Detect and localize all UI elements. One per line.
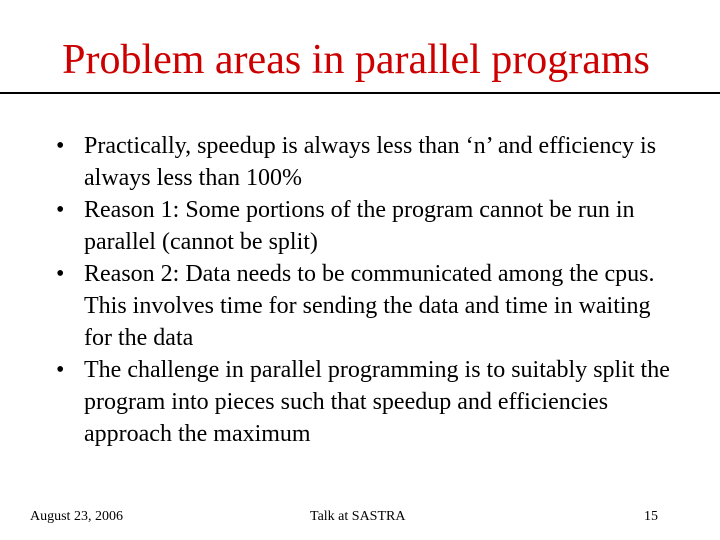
bullet-item <box>56 194 676 258</box>
page-number: 15 <box>644 509 658 524</box>
bullet-icon: • <box>56 261 65 287</box>
bullet-icon: • <box>56 197 65 223</box>
slide-title: Problem areas in parallel programs <box>62 37 650 83</box>
bullet-item <box>56 258 676 354</box>
bullet-text: The challenge in parallel programming is to suitably split the program into pieces such that speedup and efficiencies approach the maximum <box>84 357 670 447</box>
bullet-text: Practically, speedup is always less than ‘n’ and efficiency is always less than 100% <box>84 133 657 191</box>
title-divider <box>0 92 720 94</box>
bullet-text: Reason 2: Data needs to be communicated among the cpus. This involves time for sending the data and time in waiting for the data <box>84 261 655 351</box>
bullet-icon: • <box>56 357 65 383</box>
bullet-item <box>56 354 676 450</box>
bullet-list <box>56 130 676 450</box>
bullet-text: Reason 1: Some portions of the program cannot be run in parallel (cannot be split) <box>84 197 635 255</box>
footer-date: August 23, 2006 <box>30 509 123 524</box>
bullet-item <box>56 130 676 194</box>
bullet-icon: • <box>56 133 65 159</box>
footer-title: Talk at SASTRA <box>310 509 406 524</box>
